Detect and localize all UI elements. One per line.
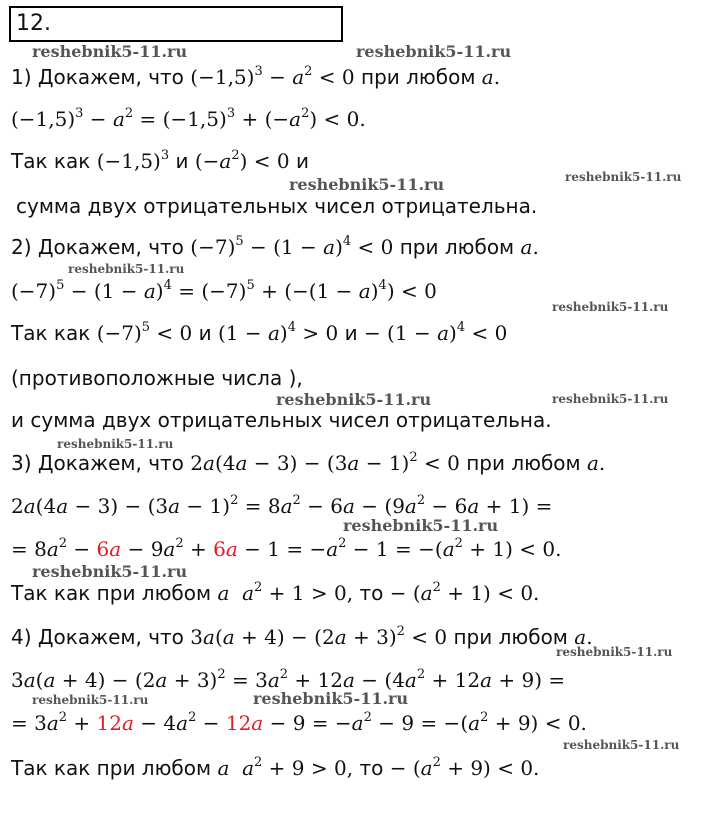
part2-conclusion: и сумма двух отрицательных чисел отрицательна. <box>11 408 552 432</box>
watermark: reshebnik5-11.ru <box>563 738 680 752</box>
part3-equation-1: $2a(4a - 3) - (3a - 1)^2 = 8a^2 - 6a - (9a^2 - 6a + 1)$ = <box>11 493 553 518</box>
part1-equation: $(-1,5)^3 - a^2 = (-1,5)^3 + (-a^2) < 0$. <box>11 106 366 131</box>
part2-equation: $(-7)^5 - (1 - a)^4 = (-7)^5 + (-(1 - a)^4) < 0$ <box>11 278 437 303</box>
task-number: 12. <box>9 6 343 42</box>
watermark: reshebnik5-11.ru <box>552 300 669 314</box>
part4-statement: 4) Докажем, что $3a(a + 4) - (2a + 3)^2 < 0$ при любом a. <box>11 624 593 649</box>
watermark: reshebnik5-11.ru <box>253 689 409 708</box>
watermark: reshebnik5-11.ru <box>343 516 499 535</box>
part1-conclusion: сумма двух отрицательных чисел отрицательна. <box>16 194 538 218</box>
part4-reason: Так как при любом a $a^2 + 9 > 0$, то − $(a^2 + 9) < 0$. <box>11 755 540 780</box>
part4-equation-2: = $3a^2 + 12a - 4a^2 - 12a - 9 = -a^2 - 9 = -(a^2 + 9) < 0$. <box>11 710 587 735</box>
part1-reason: Так как $(-1,5)^3$ и $(-a^2) < 0$ и <box>11 148 309 173</box>
part1-statement: 1) Докажем, что $(-1,5)^3 - a^2 < 0$ при любом a. <box>11 64 501 89</box>
part4-equation-1: $3a(a + 4) - (2a + 3)^2 = 3a^2 + 12a - (4a^2 + 12a + 9)$ = <box>11 667 566 692</box>
watermark: reshebnik5-11.ru <box>32 42 188 61</box>
watermark: reshebnik5-11.ru <box>32 693 149 707</box>
watermark: reshebnik5-11.ru <box>57 437 174 451</box>
part3-reason: Так как при любом a $a^2 + 1 > 0$, то − $(a^2 + 1) < 0$. <box>11 580 540 605</box>
watermark: reshebnik5-11.ru <box>289 175 445 194</box>
part2-statement: 2) Докажем, что $(-7)^5 - (1 - a)^4 < 0$ при любом a. <box>11 234 539 259</box>
watermark: reshebnik5-11.ru <box>276 390 432 409</box>
part2-note: (противоположные числа ), <box>11 366 303 390</box>
watermark: reshebnik5-11.ru <box>552 392 669 406</box>
watermark: reshebnik5-11.ru <box>32 562 188 581</box>
watermark: reshebnik5-11.ru <box>565 170 682 184</box>
watermark: reshebnik5-11.ru <box>556 645 673 659</box>
watermark: reshebnik5-11.ru <box>356 42 512 61</box>
part3-equation-2: = $8a^2 - 6a - 9a^2 + 6a - 1 = -a^2 - 1 = -(a^2 + 1) < 0$. <box>11 536 562 561</box>
part2-reason: Так как $(-7)^5 < 0$ и $(1 - a)^4 > 0$ $и - (1 - a)^4 < 0$ <box>11 320 508 345</box>
part3-statement: 3) Докажем, что $2a(4a - 3) - (3a - 1)^2 < 0$ при любом a. <box>11 450 606 475</box>
watermark: reshebnik5-11.ru <box>68 262 185 276</box>
